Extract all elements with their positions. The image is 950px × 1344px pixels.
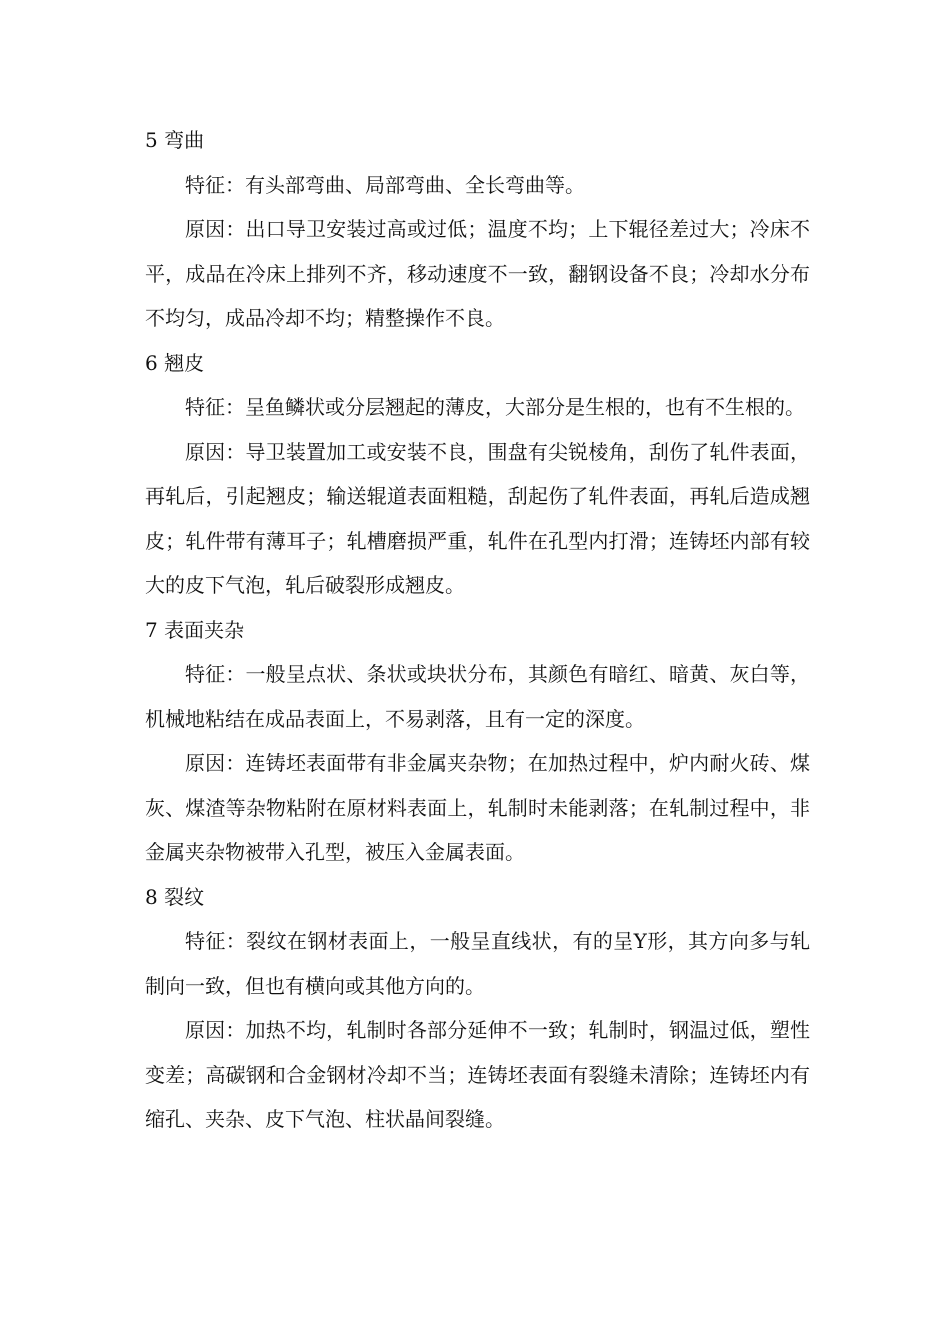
section-heading: 5 弯曲 bbox=[145, 128, 205, 152]
causes-paragraph: 原因：出口导卫安装过高或过低；温度不均；上下辊径差过大；冷床不平，成品在冷床上排列不齐，移动速度不一致，翻钢设备不良；冷却水分布不均匀，成品冷却不均；精整操作不良。 bbox=[145, 217, 810, 330]
features-paragraph: 特征：裂纹在钢材表面上，一般呈直线状，有的呈Y形，其方向多与轧制向一致，但也有横向或其他方向的。 bbox=[145, 929, 810, 998]
section-heading: 7 表面夹杂 bbox=[145, 617, 245, 642]
causes-paragraph: 原因：导卫装置加工或安装不良，围盘有尖锐棱角，刮伤了轧件表面，再轧后，引起翘皮；输送辊道表面粗糙，刮起伤了轧件表面，再轧后造成翘皮；轧件带有薄耳子；轧槽磨损严重，轧件在孔型内打滑；连铸坯内部有较大的皮下气泡，轧后破裂形成翘皮。 bbox=[145, 439, 810, 597]
section-heading: 6 翘皮 bbox=[145, 350, 205, 375]
causes-paragraph: 原因：加热不均，轧制时各部分延伸不一致；轧制时，钢温过低，塑性变差；高碳钢和合金钢材冷却不当；连铸坯表面有裂缝未清除；连铸坯内有缩孔、夹杂、皮下气泡、柱状晶间裂缝。 bbox=[145, 1018, 810, 1131]
section-scab bbox=[145, 341, 810, 608]
causes-paragraph: 原因：连铸坯表面带有非金属夹杂物；在加热过程中，炉内耐火砖、煤灰、煤渣等杂物粘附在原材料表面上，轧制时未能剥落；在轧制过程中，非金属夹杂物被带入孔型，被压入金属表面。 bbox=[145, 751, 810, 864]
section-bending bbox=[145, 118, 810, 341]
section-heading: 8 裂纹 bbox=[145, 884, 205, 909]
features-paragraph: 特征：有头部弯曲、局部弯曲、全长弯曲等。 bbox=[185, 172, 585, 197]
features-paragraph: 特征：一般呈点状、条状或块状分布，其颜色有暗红、暗黄、灰白等，机械地粘结在成品表面上，不易剥落，且有一定的深度。 bbox=[145, 662, 810, 731]
document-body bbox=[145, 118, 810, 1142]
section-crack bbox=[145, 875, 810, 1142]
features-paragraph: 特征：呈鱼鳞状或分层翘起的薄皮，大部分是生根的，也有不生根的。 bbox=[185, 395, 805, 419]
section-surface-inclusion bbox=[145, 608, 810, 875]
